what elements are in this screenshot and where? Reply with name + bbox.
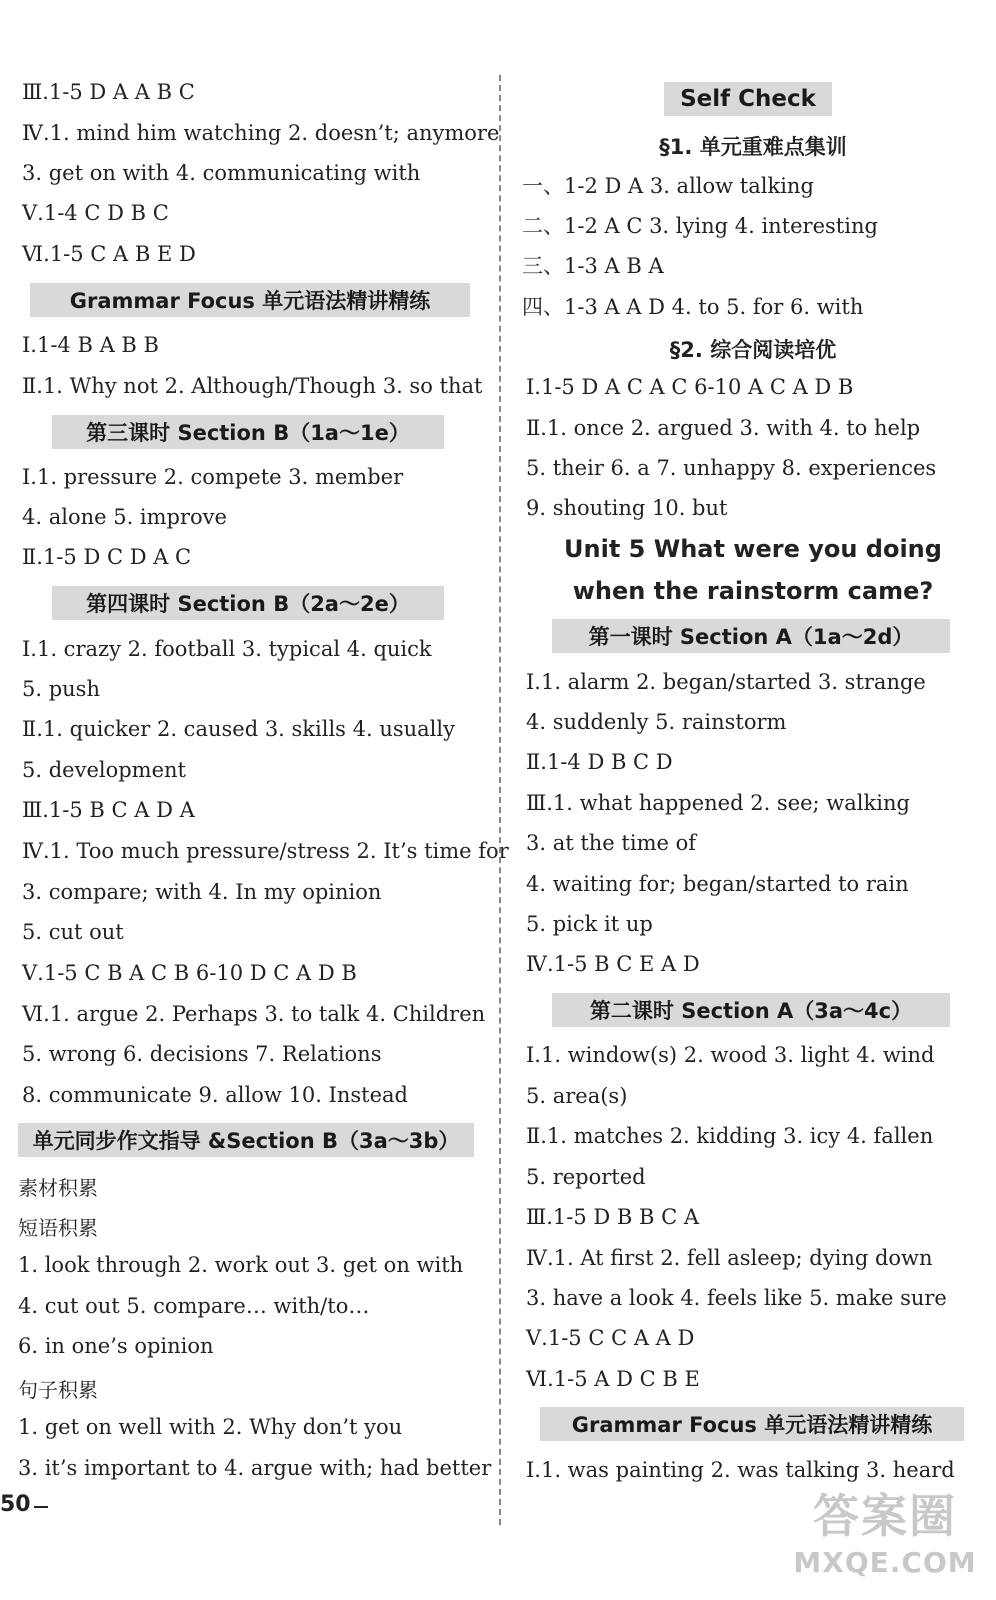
answer-line: 4. alone 5. improve [22,505,227,529]
answer-line: 5. cut out [22,920,124,944]
answer-line: Ⅳ.1. mind him watching 2. doesn’t; anymore [22,121,500,145]
answer-line: Ⅵ.1-5 A D C B E [526,1367,700,1391]
answer-line: Ⅰ.1. pressure 2. compete 3. member [22,465,404,489]
answer-line: 3. compare; with 4. In my opinion [22,880,382,904]
heading-s1: §1. 单元重难点集训 [659,135,847,159]
unit-title-line2: when the rainstorm came? [572,577,934,605]
answer-line: 6. in one’s opinion [18,1334,214,1358]
page-number: 50 [0,1492,31,1517]
watermark-line2: MXQE.COM [793,1546,977,1579]
answer-line: 8. communicate 9. allow 10. Instead [22,1083,408,1107]
answer-line: Ⅰ.1-4 B A B B [22,333,159,357]
answer-line: 5. reported [526,1165,646,1189]
answer-line: Ⅴ.1-5 C C A A D [526,1326,695,1350]
answer-line: 四、1-3 A A D 4. to 5. for 6. with [522,295,864,319]
answer-line: Ⅳ.1-5 B C E A D [526,952,700,976]
subheading-material: 素材积累 [18,1176,98,1200]
answer-line: 5. their 6. a 7. unhappy 8. experiences [526,456,937,480]
answer-line: 1. get on well with 2. Why don’t you [18,1415,403,1439]
answer-line: 4. suddenly 5. rainstorm [526,710,787,734]
section-band-lesson4: 第四课时 Section B（2a～2e） [52,586,444,620]
watermark-line1: 答案圈 [813,1489,957,1543]
answer-line: 5. wrong 6. decisions 7. Relations [22,1042,382,1066]
answer-line: 4. cut out 5. compare… with/to… [18,1294,370,1318]
section-band-lesson3: 第三课时 Section B（1a～1e） [52,415,444,449]
answer-line: 二、1-2 A C 3. lying 4. interesting [522,214,878,238]
answer-line: Ⅲ.1. what happened 2. see; walking [526,791,910,815]
answer-line: 5. area(s) [526,1084,628,1108]
section-band-lesson1: 第一课时 Section A（1a～2d） [552,619,950,653]
answer-line: Ⅳ.1. Too much pressure/stress 2. It’s time for [22,839,509,863]
section-band-grammar: Grammar Focus 单元语法精讲精练 [30,283,470,317]
answer-line: 5. pick it up [526,912,653,936]
answer-line: Ⅳ.1. At first 2. fell asleep; dying down [526,1246,933,1270]
answer-line: 3. it’s important to 4. argue with; had better [18,1456,492,1480]
answer-line: 3. at the time of [526,831,696,855]
answer-line: Ⅱ.1. once 2. argued 3. with 4. to help [526,416,921,440]
answer-line: Ⅱ.1-4 D B C D [526,750,673,774]
answer-line: Ⅴ.1-4 C D B C [22,201,169,225]
column-divider [499,75,501,1525]
answer-line: 5. push [22,677,100,701]
unit-title-line1: Unit 5 What were you doing [564,535,942,563]
answer-line: Ⅱ.1. matches 2. kidding 3. icy 4. fallen [526,1124,934,1148]
answer-line: Ⅱ.1. quicker 2. caused 3. skills 4. usually [22,717,455,741]
watermark-logo [790,1480,980,1590]
heading-s2: §2. 综合阅读培优 [669,338,837,362]
subheading-sentence: 句子积累 [18,1378,98,1402]
section-band-lesson2: 第二课时 Section A（3a～4c） [552,993,950,1027]
answer-line: Ⅵ.1. argue 2. Perhaps 3. to talk 4. Children [22,1002,486,1026]
answer-line: Ⅰ.1. crazy 2. football 3. typical 4. quick [22,637,432,661]
subheading-phrase: 短语积累 [18,1216,98,1240]
answer-line: Ⅱ.1. Why not 2. Although/Though 3. so that [22,374,483,398]
answer-line: Ⅱ.1-5 D C D A C [22,545,192,569]
answer-line: Ⅲ.1-5 B C A D A [22,798,195,822]
answer-line: 3. have a look 4. feels like 5. make sure [526,1286,947,1310]
answer-line: 9. shouting 10. but [526,496,728,520]
section-band-selfcheck: Self Check [664,82,832,116]
section-band-writing: 单元同步作文指导 &Section B（3a～3b） [18,1123,474,1157]
answer-line: Ⅲ.1-5 D A A B C [22,80,195,104]
answer-line: 三、1-3 A B A [522,254,664,278]
answer-line: Ⅲ.1-5 D B B C A [526,1205,700,1229]
answer-line: 1. look through 2. work out 3. get on with [18,1253,464,1277]
answer-line: 4. waiting for; began/started to rain [526,872,909,896]
section-band-grammar: Grammar Focus 单元语法精讲精练 [540,1407,964,1441]
answer-line: Ⅵ.1-5 C A B E D [22,242,196,266]
answer-line: Ⅰ.1. was painting 2. was talking 3. heard [526,1458,955,1482]
answer-line: 3. get on with 4. communicating with [22,161,421,185]
answer-line: Ⅴ.1-5 C B A C B 6-10 D C A D B [22,961,357,985]
answer-line: Ⅰ.1. alarm 2. began/started 3. strange [526,670,926,694]
answer-line: 5. development [22,758,186,782]
page-number-dash [34,1506,48,1508]
answer-line: Ⅰ.1. window(s) 2. wood 3. light 4. wind [526,1043,935,1067]
answer-line: 一、1-2 D A 3. allow talking [522,174,814,198]
answer-line: Ⅰ.1-5 D A C A C 6-10 A C A D B [526,375,854,399]
